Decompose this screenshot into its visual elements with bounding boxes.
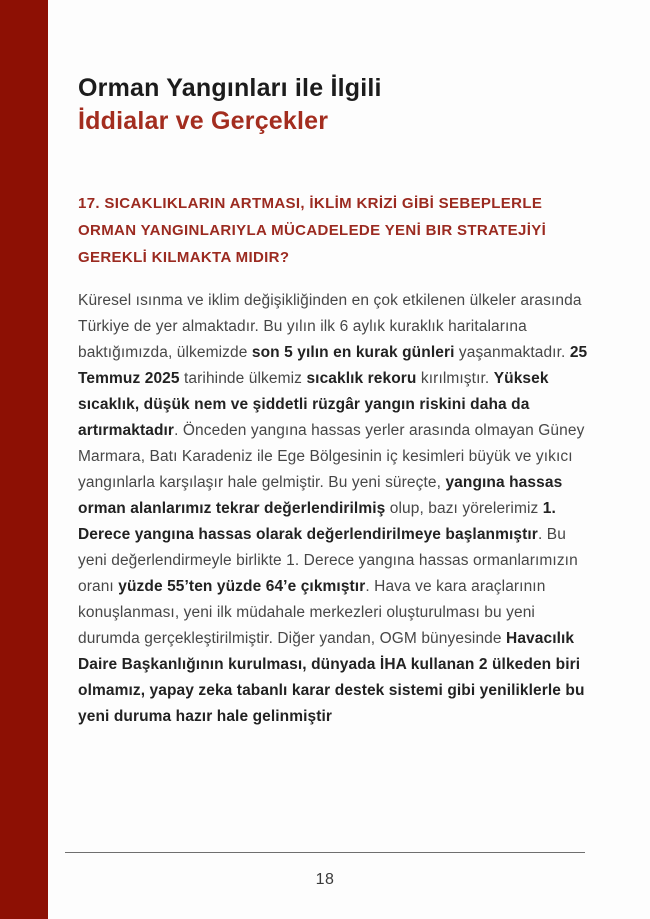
document-title-line1: Orman Yangınları ile İlgili: [78, 74, 382, 102]
section-heading-question-17: 17. SICAKLIKLARIN ARTMASI, İKLİM KRİZİ GİBİ SEBEPLERLE ORMAN YANGINLARIYLA MÜCADELEDE YENİ BIR STRATEJİYİ GEREKLİ KILMAKTA MIDIR?: [78, 195, 547, 266]
document-title-line2: İddialar ve Gerçekler: [78, 107, 329, 135]
footer-divider: [65, 852, 585, 853]
left-accent-strip: [0, 0, 48, 919]
body-paragraph: Küresel ısınma ve iklim değişikliğinden en çok etkilenen ülkeler arasında Türkiye de yer almaktadır. Bu yılın ilk 6 aylık kuraklık haritalarına baktığımızda, ülkemizde son 5 yılın en kurak günleri yaşanmaktadır. 25 Temmuz 2025 tarihinde ülkemiz sıcaklık rekoru kırılmıştır. Yüksek sıcaklık, düşük nem ve şiddetli rüzgâr yangın riskini daha da artırmaktadır. Önceden yangına hassas yerler arasında olmayan Güney Marmara, Batı Karadeniz ile Ege Bölgesinin iç kesimleri büyük ve yıkıcı yangınlarla karşılaşır hale gelmiştir. Bu yeni süreçte, yangına hassas orman alanlarımız tekrar değerlendirilmiş olup, bazı yörelerimiz 1. Derece yangına hassas olarak değerlendirilmeye başlanmıştır. Bu yeni değerlendirmeyle birlikte 1. Derece yangına hassas ormanlarımızın oranı yüzde 55’ten yüzde 64’e çıkmıştır. Hava ve kara araçlarının konuşlanması, yeni ilk müdahale merkezleri oluşturulması bu yeni durumda gerçekleştirilmiştir. Diğer yandan, OGM bünyesinde Havacılık Daire Başkanlığının kurulması, dünyada İHA kullanan 2 ülkeden biri olmamız, yapay zeka tabanlı karar destek sistemi gibi yeniliklerle bu yeni duruma hazır hale gelinmiştir: [78, 292, 588, 725]
page-content: [78, 0, 592, 730]
page-number: 18: [315, 871, 335, 888]
document-title: [78, 72, 592, 138]
